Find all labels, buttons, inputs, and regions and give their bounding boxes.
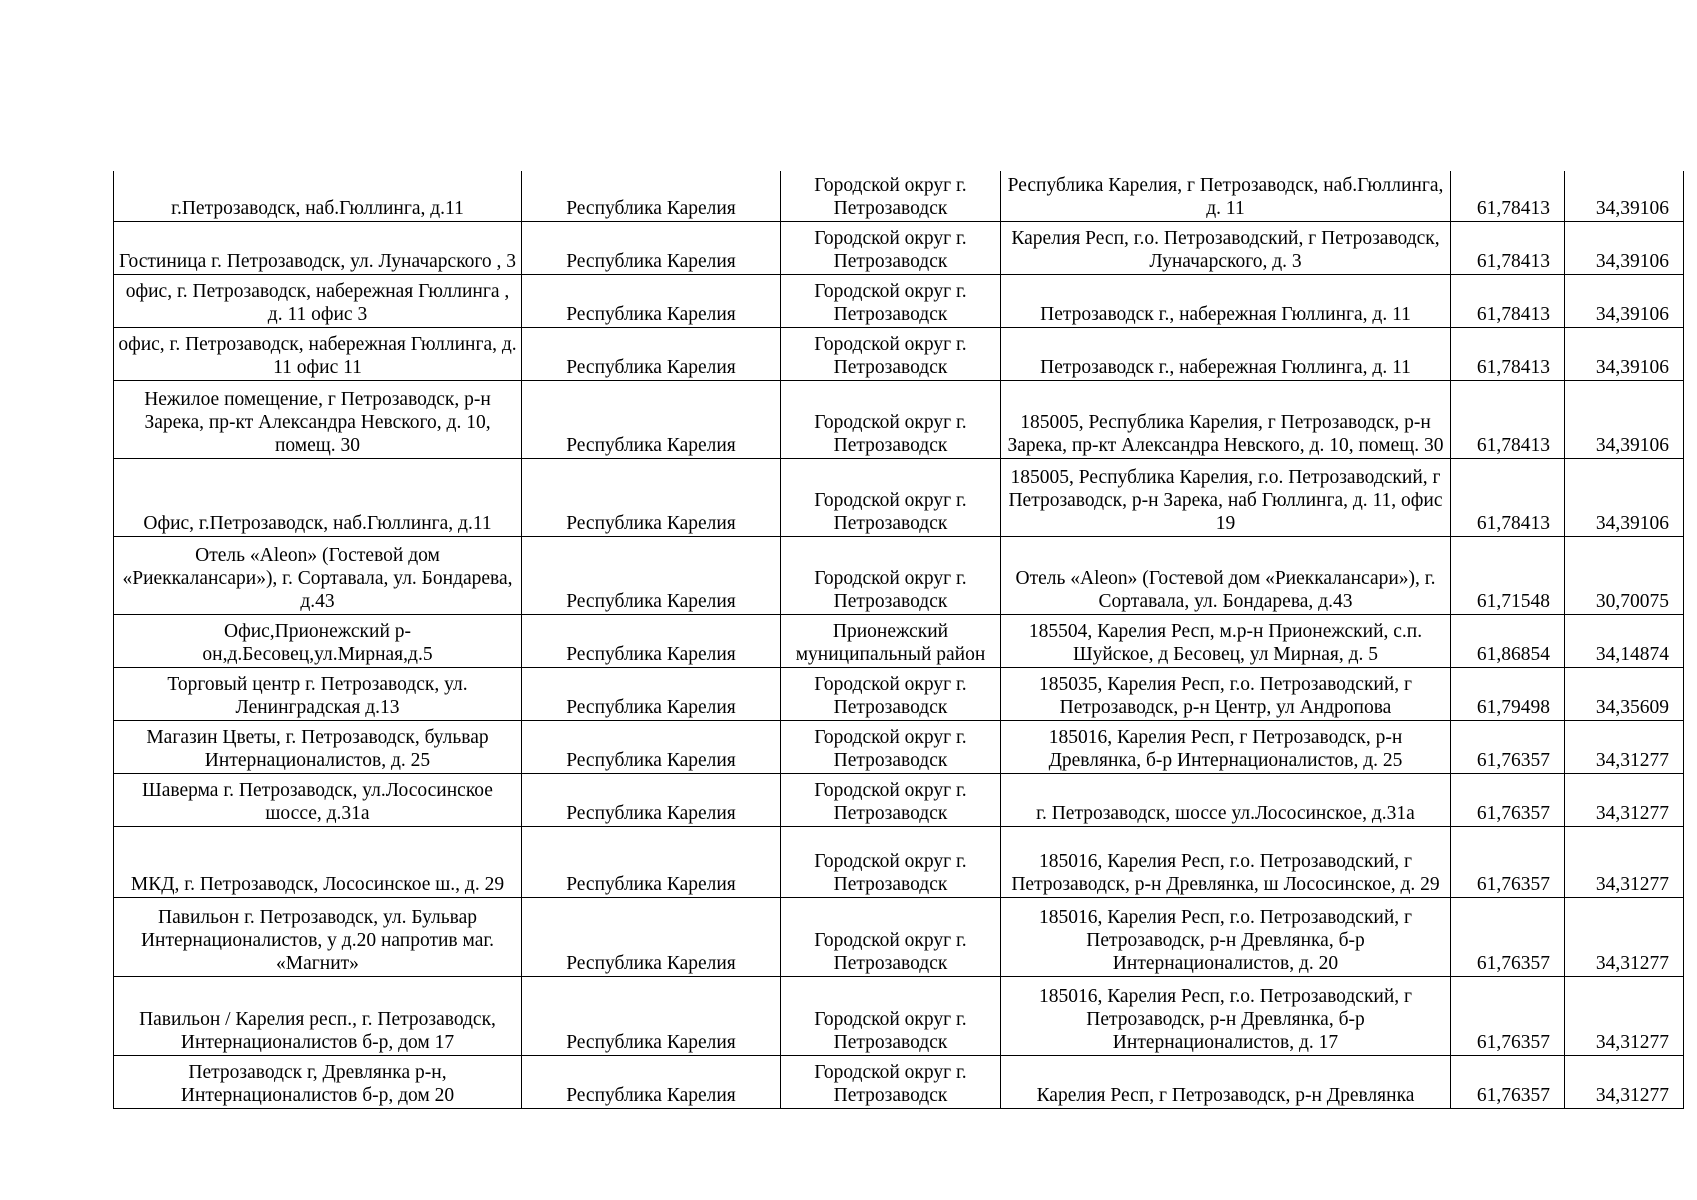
district-cell: Городской округ г. Петрозаводск [781,897,1001,976]
longitude-cell: 34,31277 [1565,720,1684,773]
table-row [114,327,1684,380]
latitude-cell: 61,78413 [1451,171,1565,221]
region-cell: Республика Карелия [522,380,781,458]
object-name-cell: Отель «Aleon» (Гостевой дом «Риеккалансари»), г. Сортавала, ул. Бондарева, д.43 [114,536,522,614]
latitude-cell: 61,78413 [1451,221,1565,274]
latitude-cell: 61,78413 [1451,327,1565,380]
latitude-cell: 61,78413 [1451,274,1565,327]
object-name-cell: Гостиница г. Петрозаводск, ул. Луначарского , 3 [114,221,522,274]
latitude-cell: 61,76357 [1451,826,1565,897]
address-cell: Петрозаводск г., набережная Гюллинга, д. 11 [1001,327,1451,380]
district-cell: Городской округ г. Петрозаводск [781,976,1001,1055]
district-cell: Городской округ г. Петрозаводск [781,274,1001,327]
district-cell: Городской округ г. Петрозаводск [781,773,1001,826]
latitude-cell: 61,76357 [1451,976,1565,1055]
latitude-cell: 61,76357 [1451,1055,1565,1108]
address-cell: 185016, Карелия Респ, г.о. Петрозаводский, г Петрозаводск, р-н Древлянка, б-р Интернационалистов, д. 17 [1001,976,1451,1055]
longitude-cell: 34,31277 [1565,897,1684,976]
object-name-cell: Петрозаводск г, Древлянка р-н, Интернационалистов б-р, дом 20 [114,1055,522,1108]
object-name-cell: Магазин Цветы, г. Петрозаводск, бульвар Интернационалистов, д. 25 [114,720,522,773]
longitude-cell: 34,14874 [1565,614,1684,667]
region-cell: Республика Карелия [522,720,781,773]
longitude-cell: 34,35609 [1565,667,1684,720]
district-cell: Прионежский муниципальный район [781,614,1001,667]
table-row [114,171,1684,221]
address-cell: г. Петрозаводск, шоссе ул.Лососинское, д.31а [1001,773,1451,826]
longitude-cell: 30,70075 [1565,536,1684,614]
object-name-cell: Торговый центр г. Петрозаводск, ул. Ленинградская д.13 [114,667,522,720]
district-cell: Городской округ г. Петрозаводск [781,667,1001,720]
longitude-cell: 34,31277 [1565,976,1684,1055]
object-name-cell: МКД, г. Петрозаводск, Лососинское ш., д. 29 [114,826,522,897]
region-cell: Республика Карелия [522,773,781,826]
object-name-cell: офис, г. Петрозаводск, набережная Гюллинга , д. 11 офис 3 [114,274,522,327]
longitude-cell: 34,39106 [1565,458,1684,536]
object-name-cell: Офис,Прионежский р-он,д.Бесовец,ул.Мирная,д.5 [114,614,522,667]
table-row [114,614,1684,667]
table-row [114,976,1684,1055]
table-row [114,897,1684,976]
latitude-cell: 61,86854 [1451,614,1565,667]
object-name-cell: Нежилое помещение, г Петрозаводск, р-н Зарека, пр-кт Александра Невского, д. 10, помещ. 30 [114,380,522,458]
table-row [114,1055,1684,1108]
object-name-cell: Офис, г.Петрозаводск, наб.Гюллинга, д.11 [114,458,522,536]
table-row [114,667,1684,720]
longitude-cell: 34,39106 [1565,171,1684,221]
latitude-cell: 61,78413 [1451,458,1565,536]
table-row [114,380,1684,458]
region-cell: Республика Карелия [522,536,781,614]
district-cell: Городской округ г. Петрозаводск [781,458,1001,536]
address-cell: 185016, Карелия Респ, г.о. Петрозаводский, г Петрозаводск, р-н Древлянка, ш Лососинское, д. 29 [1001,826,1451,897]
district-cell: Городской округ г. Петрозаводск [781,327,1001,380]
district-cell: Городской округ г. Петрозаводск [781,380,1001,458]
longitude-cell: 34,31277 [1565,1055,1684,1108]
address-cell: 185035, Карелия Респ, г.о. Петрозаводский, г Петрозаводск, р-н Центр, ул Андропова [1001,667,1451,720]
longitude-cell: 34,39106 [1565,327,1684,380]
address-cell: 185005, Республика Карелия, г.о. Петрозаводский, г Петрозаводск, р-н Зарека, наб Гюллинга, д. 11, офис 19 [1001,458,1451,536]
latitude-cell: 61,76357 [1451,773,1565,826]
longitude-cell: 34,39106 [1565,274,1684,327]
table-body [114,171,1684,1108]
table-row [114,773,1684,826]
address-cell: Карелия Респ, г.о. Петрозаводский, г Петрозаводск, Луначарского, д. 3 [1001,221,1451,274]
table-row [114,458,1684,536]
latitude-cell: 61,76357 [1451,897,1565,976]
latitude-cell: 61,71548 [1451,536,1565,614]
table-row [114,826,1684,897]
address-cell: Петрозаводск г., набережная Гюллинга, д. 11 [1001,274,1451,327]
latitude-cell: 61,76357 [1451,720,1565,773]
address-cell: Отель «Aleon» (Гостевой дом «Риеккалансари»), г. Сортавала, ул. Бондарева, д.43 [1001,536,1451,614]
region-cell: Республика Карелия [522,667,781,720]
region-cell: Республика Карелия [522,221,781,274]
district-cell: Городской округ г. Петрозаводск [781,1055,1001,1108]
region-cell: Республика Карелия [522,171,781,221]
region-cell: Республика Карелия [522,976,781,1055]
object-name-cell: офис, г. Петрозаводск, набережная Гюллинга, д. 11 офис 11 [114,327,522,380]
region-cell: Республика Карелия [522,274,781,327]
longitude-cell: 34,31277 [1565,826,1684,897]
object-name-cell: Павильон / Карелия респ., г. Петрозаводск, Интернационалистов б-р, дом 17 [114,976,522,1055]
address-cell: 185005, Республика Карелия, г Петрозаводск, р-н Зарека, пр-кт Александра Невского, д. 10, помещ. 30 [1001,380,1451,458]
region-cell: Республика Карелия [522,327,781,380]
longitude-cell: 34,39106 [1565,221,1684,274]
longitude-cell: 34,31277 [1565,773,1684,826]
address-cell: Карелия Респ, г Петрозаводск, р-н Древлянка [1001,1055,1451,1108]
table-row [114,274,1684,327]
locations-table [113,171,1684,1109]
table-row [114,536,1684,614]
region-cell: Республика Карелия [522,1055,781,1108]
district-cell: Городской округ г. Петрозаводск [781,171,1001,221]
object-name-cell: Павильон г. Петрозаводск, ул. Бульвар Интернационалистов, у д.20 напротив маг. «Магнит» [114,897,522,976]
table-row [114,720,1684,773]
address-cell: 185016, Карелия Респ, г Петрозаводск, р-н Древлянка, б-р Интернационалистов, д. 25 [1001,720,1451,773]
object-name-cell: Шаверма г. Петрозаводск, ул.Лососинское шоссе, д.31а [114,773,522,826]
district-cell: Городской округ г. Петрозаводск [781,536,1001,614]
latitude-cell: 61,79498 [1451,667,1565,720]
region-cell: Республика Карелия [522,897,781,976]
district-cell: Городской округ г. Петрозаводск [781,221,1001,274]
address-cell: 185016, Карелия Респ, г.о. Петрозаводский, г Петрозаводск, р-н Древлянка, б-р Интернационалистов, д. 20 [1001,897,1451,976]
address-cell: 185504, Карелия Респ, м.р-н Прионежский, с.п. Шуйское, д Бесовец, ул Мирная, д. 5 [1001,614,1451,667]
latitude-cell: 61,78413 [1451,380,1565,458]
region-cell: Республика Карелия [522,614,781,667]
table-row [114,221,1684,274]
address-cell: Республика Карелия, г Петрозаводск, наб.Гюллинга, д. 11 [1001,171,1451,221]
region-cell: Республика Карелия [522,458,781,536]
district-cell: Городской округ г. Петрозаводск [781,826,1001,897]
longitude-cell: 34,39106 [1565,380,1684,458]
object-name-cell: г.Петрозаводск, наб.Гюллинга, д.11 [114,171,522,221]
region-cell: Республика Карелия [522,826,781,897]
district-cell: Городской округ г. Петрозаводск [781,720,1001,773]
